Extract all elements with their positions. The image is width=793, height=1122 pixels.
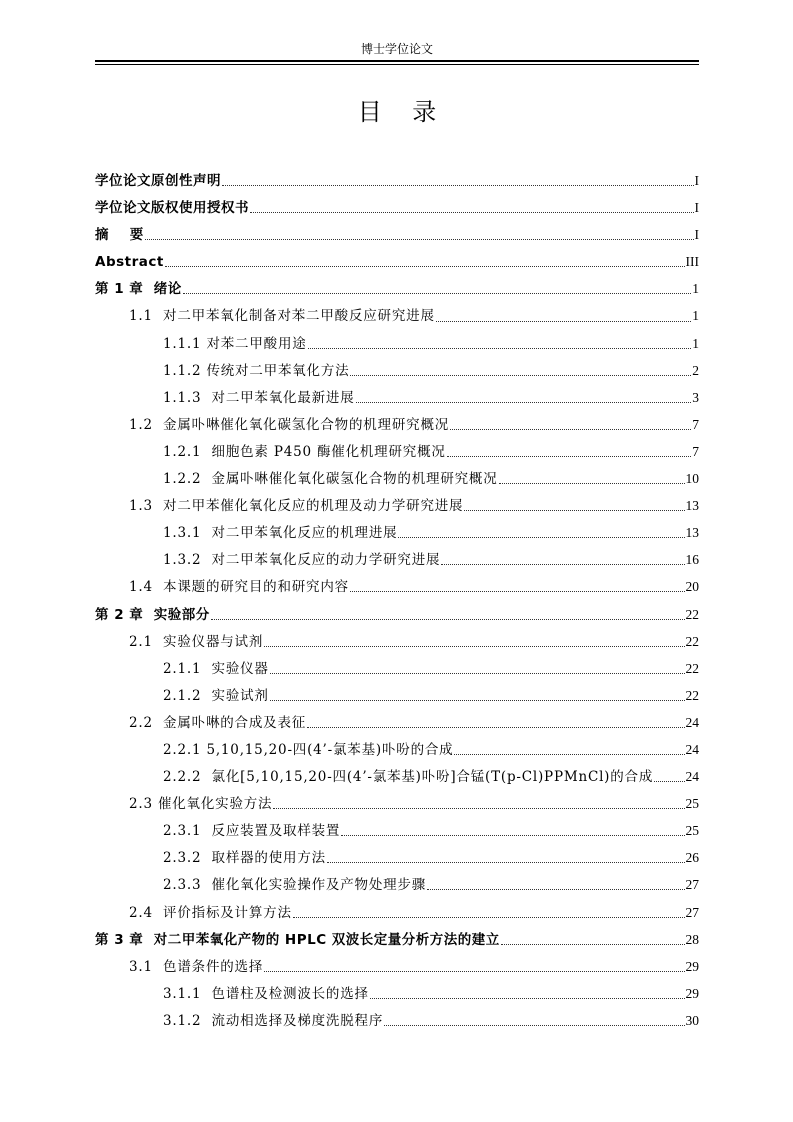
toc-entry-page: I: [694, 200, 699, 216]
toc-entry-page: 1: [692, 308, 699, 324]
toc-entry-label: 摘 要: [95, 227, 144, 244]
toc-entry-label: 第 1 章 绪论: [95, 281, 182, 298]
toc-entry[interactable]: [95, 628, 699, 655]
toc-entry[interactable]: [95, 736, 699, 763]
toc-entry-label: 学位论文版权使用授权书: [95, 200, 249, 217]
toc-entry-label: 1.1.2 传统对二甲苯氧化方法: [163, 362, 350, 379]
toc-entry[interactable]: [95, 682, 699, 709]
toc-entry-page: 26: [685, 850, 699, 866]
toc-entry[interactable]: [95, 519, 699, 546]
toc-entry-label: 3.1.1 色谱柱及检测波长的选择: [163, 985, 369, 1002]
toc-entry[interactable]: [95, 899, 699, 926]
toc-leader-dots: [501, 944, 685, 945]
toc-entry[interactable]: [95, 465, 699, 492]
toc-leader-dots: [273, 808, 684, 809]
running-header: 博士学位论文: [360, 42, 433, 56]
toc-entry-page: 1: [692, 335, 699, 351]
toc-entry-page: 13: [685, 525, 699, 541]
header-rule-thin: [95, 64, 699, 65]
toc-title: 目 录: [357, 98, 437, 126]
toc-entry[interactable]: [95, 790, 699, 817]
toc-entry-label: 2.3.2 取样器的使用方法: [163, 850, 326, 867]
toc-entry-label: 1.3.1 对二甲苯氧化反应的机理进展: [163, 525, 398, 542]
toc-entry[interactable]: [95, 817, 699, 844]
toc-entry-label: 1.1.3 对二甲苯氧化最新进展: [163, 389, 355, 406]
toc-entry-label: 3.1.2 流动相选择及梯度洗脱程序: [163, 1012, 384, 1029]
toc-entry-page: 22: [685, 687, 699, 703]
toc-entry[interactable]: [95, 167, 699, 194]
toc-entry-page: 13: [685, 498, 699, 514]
toc-leader-dots: [327, 862, 685, 863]
toc-leader-dots: [293, 917, 685, 918]
toc-entry-page: 3: [692, 389, 699, 405]
toc-entry[interactable]: [95, 194, 699, 221]
toc-entry[interactable]: [95, 221, 699, 248]
toc-entry-label: Abstract: [95, 254, 164, 271]
toc-entry[interactable]: [95, 573, 699, 600]
toc-entry-label: 2.2 金属卟啉的合成及表征: [129, 714, 307, 731]
toc-entry-label: 1.2 金属卟啉催化氧化碳氢化合物的机理研究概况: [129, 416, 450, 433]
toc-entry[interactable]: [95, 357, 699, 384]
toc-entry-page: 24: [685, 741, 699, 757]
toc-entry[interactable]: [95, 411, 699, 438]
toc-leader-dots: [350, 591, 685, 592]
toc-leader-dots: [183, 293, 692, 294]
toc-entry-page: 22: [685, 660, 699, 676]
toc-entry-page: 27: [685, 904, 699, 920]
toc-leader-dots: [250, 212, 694, 213]
toc-entry[interactable]: [95, 384, 699, 411]
toc-entry-page: 22: [685, 606, 699, 622]
toc-entry[interactable]: [95, 1007, 699, 1034]
toc-entry-label: 第 3 章 对二甲苯氧化产物的 HPLC 双波长定量分析方法的建立: [95, 931, 500, 948]
toc-entry[interactable]: [95, 709, 699, 736]
toc-entry[interactable]: [95, 546, 699, 573]
toc-entry-label: 2.3 催化氧化实验方法: [129, 796, 273, 813]
toc-entry[interactable]: [95, 980, 699, 1007]
toc-entry-label: 2.1.1 实验仪器: [163, 660, 269, 677]
toc-entry-page: 25: [685, 823, 699, 839]
toc-entry-page: 24: [685, 714, 699, 730]
toc-entry[interactable]: [95, 330, 699, 357]
toc-leader-dots: [447, 456, 692, 457]
toc-entry-page: 16: [685, 552, 699, 568]
toc-leader-dots: [450, 429, 691, 430]
toc-entry-page: 28: [685, 931, 699, 947]
toc-entry-label: 1.1.1 对苯二甲酸用途: [163, 335, 307, 352]
toc-entry-label: 3.1 色谱条件的选择: [129, 958, 264, 975]
toc-leader-dots: [454, 754, 684, 755]
toc-leader-dots: [436, 321, 691, 322]
toc-entry-page: 7: [692, 443, 699, 459]
toc-leader-dots: [270, 673, 685, 674]
toc-entry-page: I: [694, 173, 699, 188]
toc-entry-page: 24: [685, 769, 699, 785]
toc-leader-dots: [398, 537, 684, 538]
toc-leader-dots: [441, 564, 684, 565]
toc-entry-page: 30: [685, 1012, 699, 1028]
toc-entry[interactable]: [95, 926, 699, 953]
toc-leader-dots: [356, 402, 692, 403]
toc-leader-dots: [499, 483, 685, 484]
toc-leader-dots: [341, 835, 684, 836]
toc-entry-page: 22: [685, 633, 699, 649]
toc-leader-dots: [307, 727, 684, 728]
toc-entry-page: III: [685, 254, 699, 270]
toc-leader-dots: [165, 266, 685, 267]
toc-leader-dots: [264, 971, 684, 972]
toc-leader-dots: [211, 619, 685, 620]
toc-entry-label: 2.3.1 反应装置及取样装置: [163, 823, 341, 840]
toc-entry-label: 学位论文原创性声明: [95, 173, 221, 189]
toc-entry-label: 1.3 对二甲苯催化氧化反应的机理及动力学研究进展: [129, 498, 464, 515]
toc-entry-label: 2.1 实验仪器与试剂: [129, 633, 264, 650]
toc-leader-dots: [145, 239, 694, 240]
toc-leader-dots: [384, 1025, 684, 1026]
toc-entry[interactable]: [95, 871, 699, 898]
toc-entry-label: 2.4 评价指标及计算方法: [129, 904, 292, 921]
toc-entry-page: I: [694, 227, 699, 243]
toc-entry[interactable]: [95, 601, 699, 628]
toc-entry[interactable]: [95, 438, 699, 465]
toc-entry[interactable]: [95, 763, 699, 790]
toc-leader-dots: [222, 185, 694, 186]
toc-entry[interactable]: [95, 953, 699, 980]
toc-entry[interactable]: [95, 844, 699, 871]
toc-leader-dots: [464, 510, 684, 511]
toc-entry[interactable]: [95, 492, 699, 519]
toc-entry-label: 2.1.2 实验试剂: [163, 687, 269, 704]
toc-entry-label: 1.2.1 细胞色素 P450 酶催化机理研究概况: [163, 443, 446, 460]
toc-entry-label: 1.4 本课题的研究目的和研究内容: [129, 579, 349, 596]
toc-entry-page: 20: [685, 579, 699, 595]
toc-entry-page: 1: [692, 281, 699, 297]
toc-leader-dots: [370, 998, 685, 999]
toc-entry-page: 2: [692, 362, 699, 378]
toc-entry-page: 29: [685, 958, 699, 974]
toc-entry-label: 1.3.2 对二甲苯氧化反应的动力学研究进展: [163, 552, 441, 569]
toc-leader-dots: [308, 348, 692, 349]
toc-entry[interactable]: [95, 655, 699, 682]
toc-entry-page: 10: [685, 471, 699, 487]
toc-entry-label: 1.2.2 金属卟啉催化氧化碳氢化合物的机理研究概况: [163, 471, 498, 488]
toc-leader-dots: [427, 889, 684, 890]
toc-entry-page: 27: [685, 877, 699, 893]
header-rule-thick: [95, 60, 699, 62]
toc-entry-page: 25: [685, 796, 699, 812]
toc-leader-dots: [654, 781, 684, 782]
toc-entry-label: 2.2.2 氯化[5,10,15,20-四(4’-氯苯基)卟吩]合锰(T(p-Cl)PPMnCl)的合成: [163, 769, 654, 786]
toc-entry-label: 2.3.3 催化氧化实验操作及产物处理步骤: [163, 877, 427, 894]
toc-entry[interactable]: [95, 302, 699, 329]
toc-entry[interactable]: [95, 248, 699, 275]
toc-entry-page: 29: [685, 985, 699, 1001]
toc-entry-label: 1.1 对二甲苯氧化制备对苯二甲酸反应研究进展: [129, 308, 435, 325]
toc-entry-label: 第 2 章 实验部分: [95, 606, 210, 623]
toc-leader-dots: [270, 700, 685, 701]
toc-entry-page: 7: [692, 416, 699, 432]
table-of-contents: [95, 167, 699, 1034]
toc-entry-label: 2.2.1 5,10,15,20-四(4’-氯苯基)卟吩的合成: [163, 741, 454, 758]
toc-leader-dots: [350, 375, 691, 376]
toc-leader-dots: [264, 646, 684, 647]
toc-entry[interactable]: [95, 275, 699, 302]
